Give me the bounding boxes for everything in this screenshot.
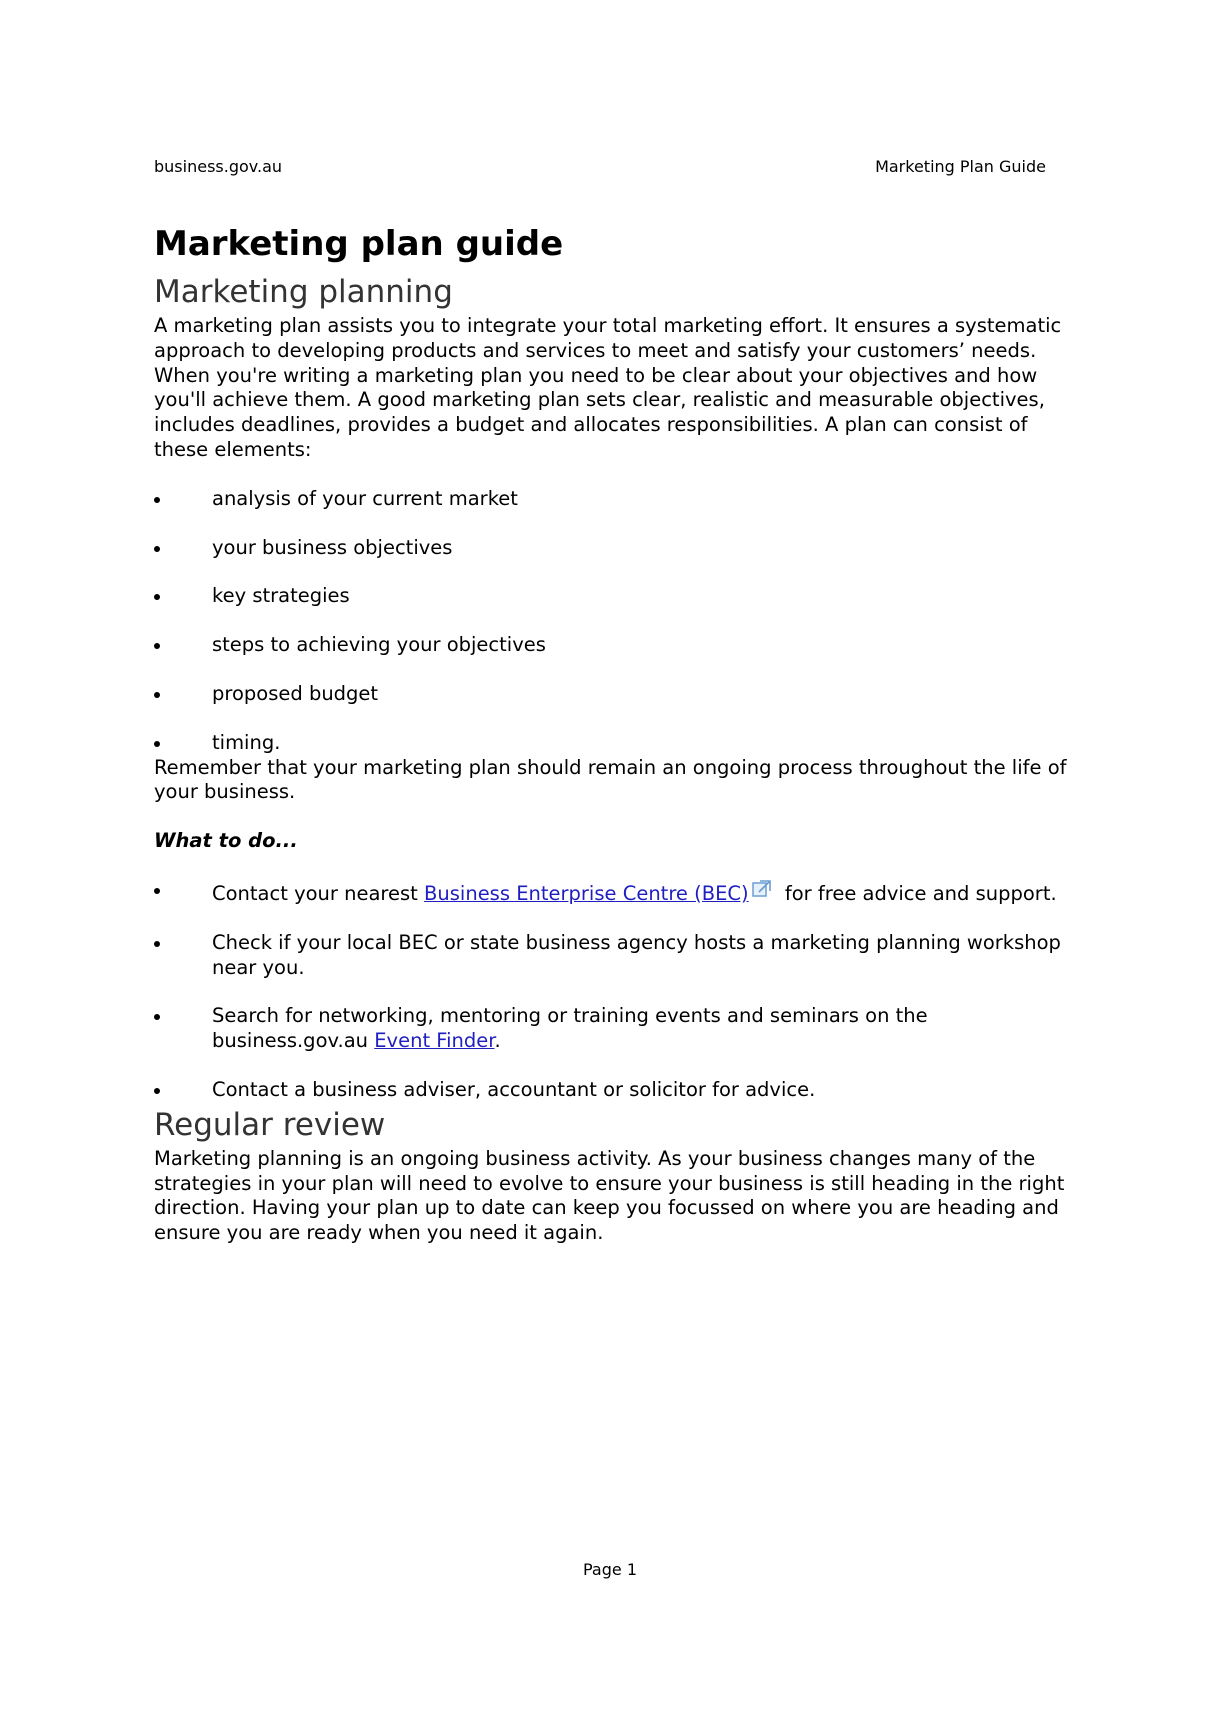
- bullet-icon: [154, 594, 160, 600]
- heading-regular-review: Regular review: [154, 1106, 386, 1143]
- bullet-icon: [154, 497, 160, 503]
- bullet-icon: [154, 1088, 160, 1094]
- paragraph-review: Marketing planning is an ongoing business activity. As your business changes many of the strategies in your plan will need to evolve to ensure your business is still heading in the right direction. Having your plan up to date can keep you focussed on where you are heading and ensure you are ready when you need it again.: [154, 1146, 1065, 1245]
- what-to-do-label: What to do...: [154, 829, 298, 853]
- external-link-icon[interactable]: [751, 878, 773, 905]
- action-text: for free advice and support.: [778, 881, 1057, 905]
- running-header: [154, 155, 1046, 179]
- bullet-icon: [154, 888, 160, 894]
- action-text: Contact a business adviser, accountant or solicitor for advice.: [212, 1077, 816, 1101]
- header-document-name: Marketing Plan Guide: [875, 157, 1046, 176]
- paragraph-objectives: When you're writing a marketing plan you need to be clear about your objectives and how you'll achieve them. A good marketing plan sets clear, realistic and measurable objectives, includes deadlines, provides a budget and allocates responsibilities. A plan can consist of these elements:: [154, 363, 1045, 461]
- action-text: Contact your nearest: [212, 881, 425, 905]
- list-item: [154, 633, 1074, 658]
- plan-elements-list: [154, 487, 1074, 756]
- list-item-text: steps to achieving your objectives: [212, 633, 546, 657]
- bullet-icon: [154, 643, 160, 649]
- bullet-icon: [154, 1014, 160, 1020]
- bullet-icon: [154, 546, 160, 552]
- header-site-name: business.gov.au: [154, 157, 283, 176]
- page-number: Page 1: [583, 1560, 637, 1579]
- bullet-icon: [154, 941, 160, 947]
- list-item: [154, 1004, 1074, 1054]
- action-text: .: [494, 1029, 501, 1053]
- document-title: Marketing plan guide: [154, 224, 564, 264]
- bullet-icon: [154, 741, 160, 747]
- list-item: [154, 1078, 1074, 1103]
- bullet-icon: [154, 692, 160, 698]
- event-finder-link[interactable]: Event Finder: [374, 1029, 495, 1053]
- action-text: Search for networking, mentoring or training events and seminars on the business.gov.au: [212, 1004, 928, 1053]
- list-item-text: analysis of your current market: [212, 486, 518, 510]
- list-item: [154, 487, 1074, 512]
- list-item: [154, 878, 1074, 907]
- action-list: [154, 878, 1074, 1103]
- paragraph-intro: A marketing plan assists you to integrate your total marketing effort. It ensures a systematic approach to developing products and services to meet and satisfy your customers’ needs.: [154, 314, 1062, 362]
- list-item: [154, 536, 1074, 561]
- list-item-text: your business objectives: [212, 535, 453, 559]
- action-text: Check if your local BEC or state business agency hosts a marketing planning workshop near you.: [212, 930, 1061, 979]
- paragraph-ongoing: Remember that your marketing plan should remain an ongoing process throughout the life of your business.: [154, 755, 1067, 804]
- heading-marketing-planning: Marketing planning: [154, 274, 453, 310]
- document-body: [154, 218, 1074, 1246]
- list-item: [154, 584, 1074, 609]
- list-item: [154, 931, 1074, 981]
- list-item-text: proposed budget: [212, 681, 379, 705]
- bec-link[interactable]: Business Enterprise Centre (BEC): [424, 881, 749, 905]
- list-item-text: key strategies: [212, 584, 350, 608]
- list-item-text: timing.: [212, 730, 281, 754]
- list-item: [154, 731, 1074, 756]
- list-item: [154, 682, 1074, 707]
